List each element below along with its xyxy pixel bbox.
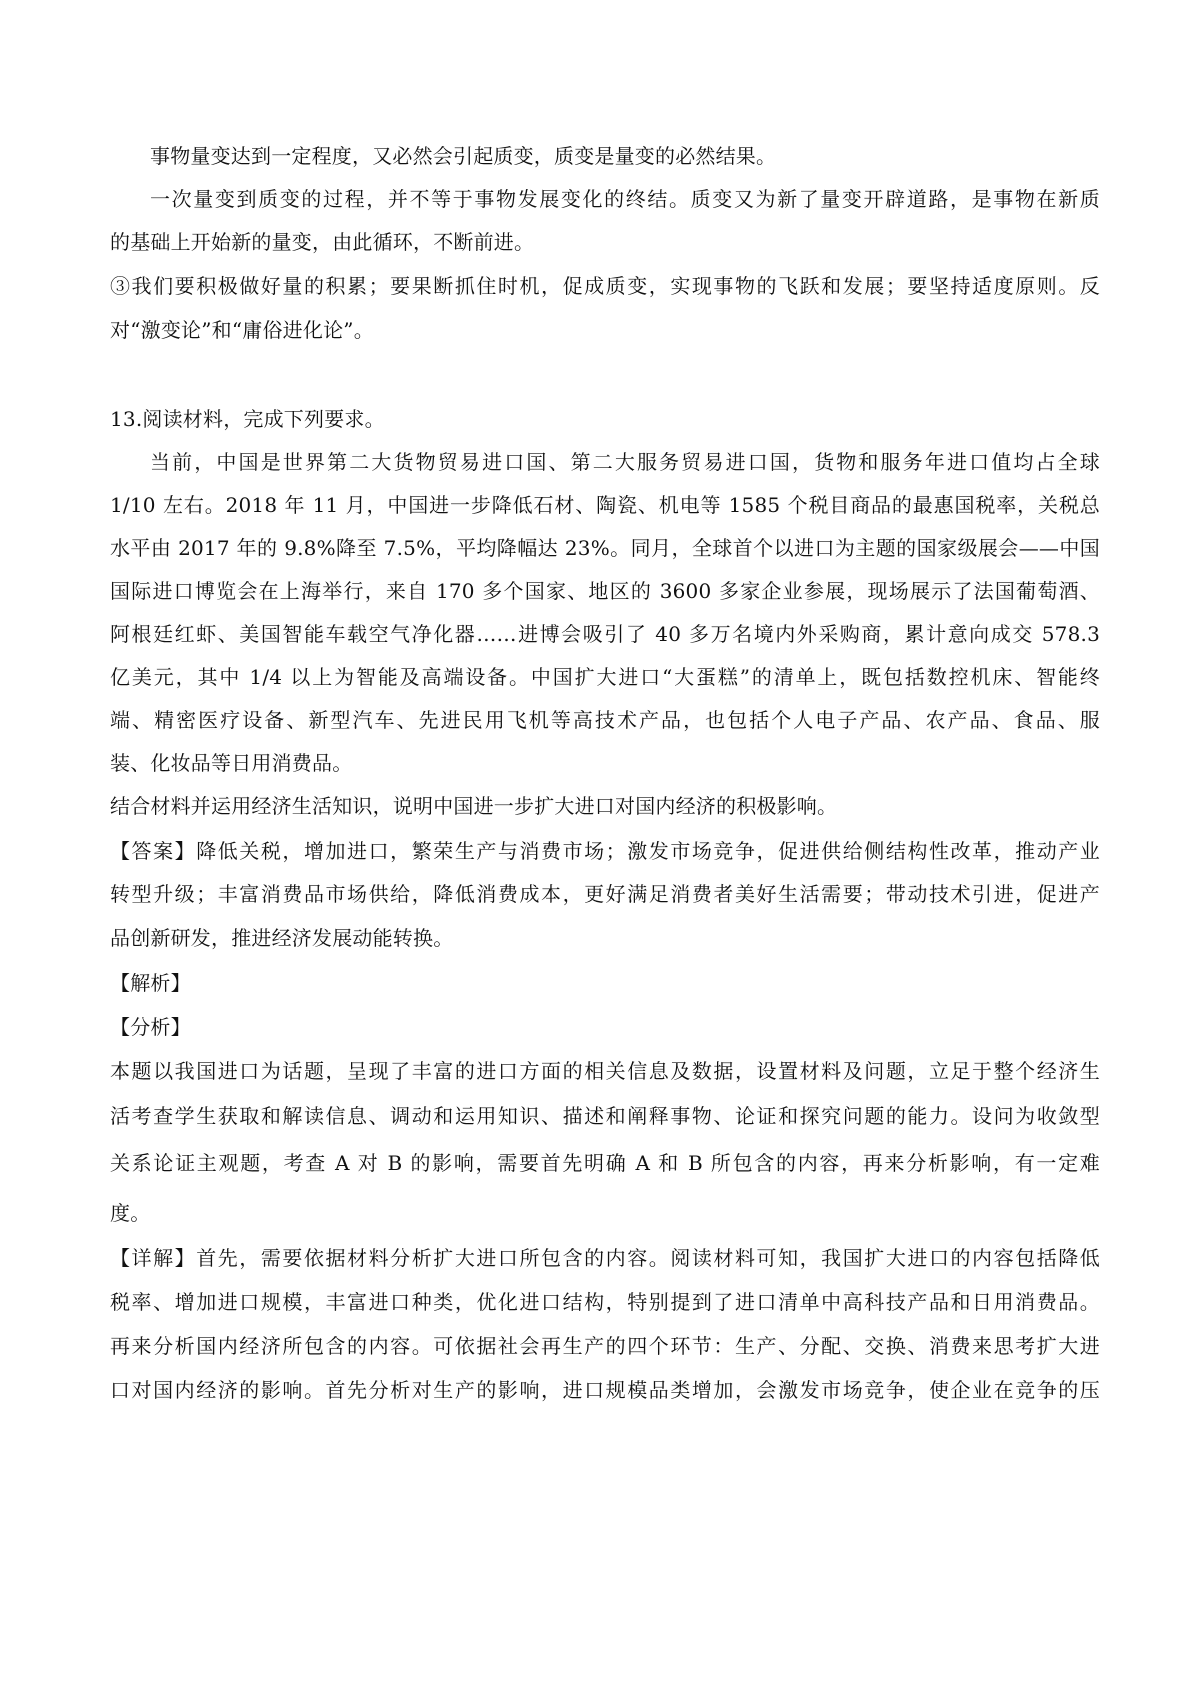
paragraph-line: 的基础上开始新的量变，由此循环，不断前进。: [110, 230, 535, 254]
material-line: 当前，中国是世界第二大货物贸易进口国、第二大服务贸易进口国，货物和服务年进口值均占全球: [150, 450, 1100, 474]
paragraph-line: 事物量变达到一定程度，又必然会引起质变，质变是量变的必然结果。: [150, 144, 777, 168]
detail-line: 税率、增加进口规模，丰富进口种类，优化进口结构，特别提到了进口清单中高科技产品和日用消费品。: [110, 1290, 1100, 1314]
detail-line: 【详解】首先，需要依据材料分析扩大进口所包含的内容。阅读材料可知，我国扩大进口的内容包括降低: [110, 1246, 1100, 1270]
material-line: 亿美元，其中 1/4 以上为智能及高端设备。中国扩大进口“大蛋糕”的清单上，既包括数控机床、智能终: [110, 665, 1100, 689]
fenxi-label: 【分析】: [110, 1015, 191, 1039]
question-prompt: 结合材料并运用经济生活知识，说明中国进一步扩大进口对国内经济的积极影响。: [110, 794, 838, 818]
answer-line: 【答案】降低关税，增加进口，繁荣生产与消费市场；激发市场竞争，促进供给侧结构性改革，推动产业: [110, 839, 1100, 863]
material-line: 端、精密医疗设备、新型汽车、先进民用飞机等高技术产品，也包括个人电子产品、农产品、食品、服: [110, 708, 1100, 732]
paragraph-line: 一次量变到质变的过程，并不等于事物发展变化的终结。质变又为新了量变开辟道路，是事物在新质: [150, 187, 1100, 211]
paragraph-line: 对“激变论”和“庸俗进化论”。: [110, 318, 374, 342]
jiexi-label: 【解析】: [110, 971, 191, 995]
analysis-line: 度。: [110, 1201, 151, 1225]
paragraph-line: ③我们要积极做好量的积累；要果断抓住时机，促成质变，实现事物的飞跃和发展；要坚持适度原则。反: [110, 274, 1100, 298]
material-line: 阿根廷红虾、美国智能车载空气净化器……进博会吸引了 40 多万名境内外采购商，累计意向成交 578.3: [110, 622, 1100, 646]
analysis-line: 关系论证主观题，考查 A 对 B 的影响，需要首先明确 A 和 B 所包含的内容，再来分析影响，有一定难: [110, 1151, 1100, 1175]
material-line: 1/10 左右。2018 年 11 月，中国进一步降低石材、陶瓷、机电等 1585 个税目商品的最惠国税率，关税总: [110, 493, 1100, 517]
detail-line: 口对国内经济的影响。首先分析对生产的影响，进口规模品类增加，会激发市场竞争，使企业在竞争的压: [110, 1378, 1100, 1402]
detail-line: 再来分析国内经济所包含的内容。可依据社会再生产的四个环节：生产、分配、交换、消费来思考扩大进: [110, 1334, 1100, 1358]
material-line: 水平由 2017 年的 9.8%降至 7.5%，平均降幅达 23%。同月，全球首个以进口为主题的国家级展会——中国: [110, 536, 1100, 560]
material-line: 国际进口博览会在上海举行，来自 170 多个国家、地区的 3600 多家企业参展，现场展示了法国葡萄酒、: [110, 579, 1100, 603]
answer-line: 品创新研发，推进经济发展动能转换。: [110, 926, 454, 950]
material-line: 装、化妆品等日用消费品。: [110, 751, 353, 775]
question-title: 13.阅读材料，完成下列要求。: [110, 407, 385, 431]
analysis-line: 活考查学生获取和解读信息、调动和运用知识、描述和阐释事物、论证和探究问题的能力。设问为收敛型: [110, 1104, 1100, 1128]
answer-line: 转型升级；丰富消费品市场供给，降低消费成本，更好满足消费者美好生活需要；带动技术引进，促进产: [110, 882, 1100, 906]
analysis-line: 本题以我国进口为话题，呈现了丰富的进口方面的相关信息及数据，设置材料及问题，立足于整个经济生: [110, 1059, 1100, 1083]
